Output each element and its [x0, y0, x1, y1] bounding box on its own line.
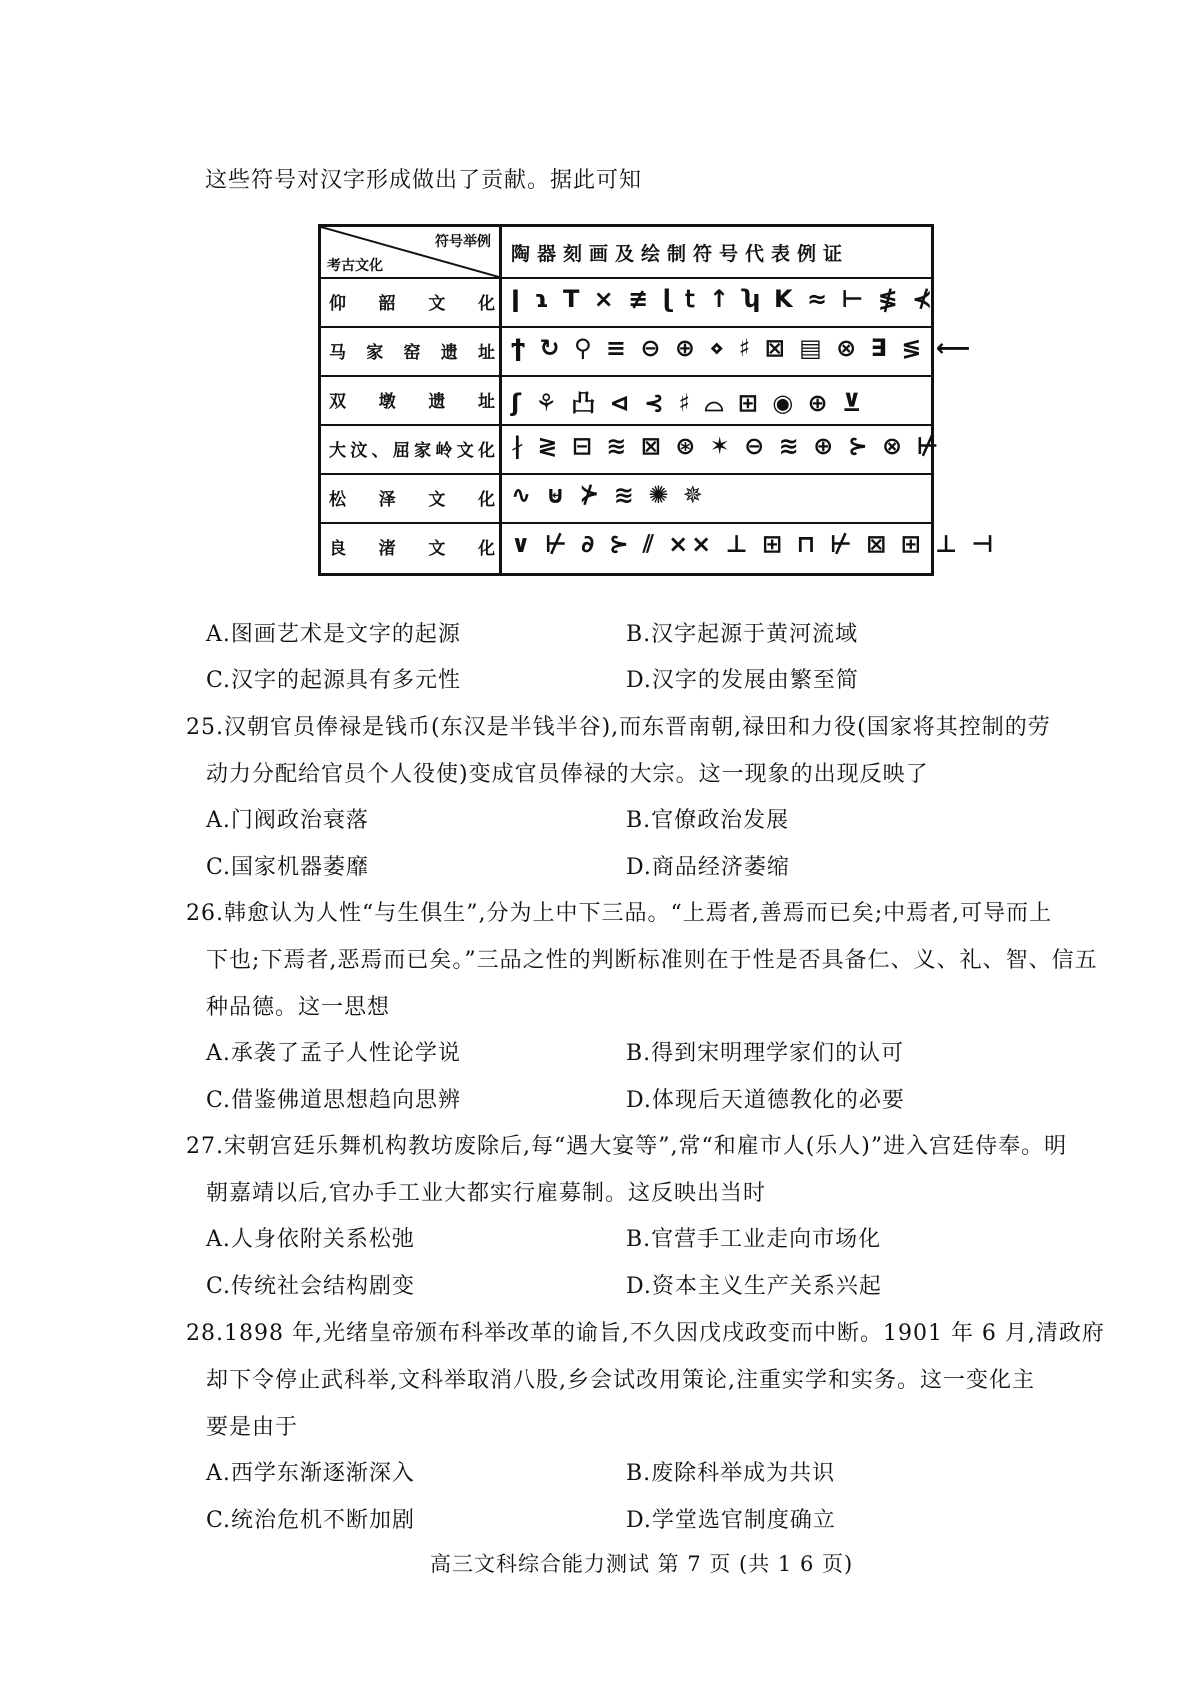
- option-d: D.体现后天道德教化的必要: [626, 1088, 905, 1113]
- symbol-examples: ∿ ⊌ ⊁ ≋ ✺ ✵: [511, 481, 706, 509]
- table-row-divider: [321, 424, 931, 426]
- page-footer: 高三文科综合能力测试 第 7 页 (共 1 6 页): [430, 1552, 854, 1576]
- header-top-label: 符号举例: [435, 234, 491, 250]
- question-28-stem-cont: 却下令停止武科举,文科举取消八股,乡会试改用策论,注重实学和实务。这一变化主: [206, 1368, 1035, 1393]
- table-row-divider: [321, 473, 931, 475]
- question-27-stem-cont: 朝嘉靖以后,官办手工业大都实行雇募制。这反映出当时: [206, 1181, 766, 1206]
- option-d: D.学堂选官制度确立: [626, 1508, 836, 1533]
- question-26-stem-cont: 种品德。这一思想: [206, 995, 391, 1020]
- header-bottom-label: 考古文化: [327, 258, 383, 274]
- option-b: B.官营手工业走向市场化: [626, 1227, 882, 1252]
- option-c: C.汉字的起源具有多元性: [206, 668, 462, 693]
- question-27-stem: 27.宋朝宫廷乐舞机构教坊废除后,每“遇大宴等”,常“和雇市人(乐人)”进入宫廷侍奉。明: [186, 1134, 1068, 1159]
- culture-label: 松 泽 文 化: [329, 490, 495, 510]
- option-a: A.图画艺术是文字的起源: [206, 622, 461, 647]
- option-d: D.资本主义生产关系兴起: [626, 1274, 882, 1299]
- option-b: B.得到宋明理学家们的认可: [626, 1041, 905, 1066]
- symbol-table: [318, 224, 997, 576]
- option-b: B.废除科举成为共识: [626, 1461, 836, 1486]
- question-25-stem-cont: 动力分配给官员个人役使)变成官员俸禄的大宗。这一现象的出现反映了: [206, 762, 929, 787]
- option-a: A.门阀政治衰落: [206, 808, 369, 833]
- culture-label: 马 家 窑 遗 址: [329, 343, 495, 363]
- option-b: B.官僚政治发展: [626, 808, 790, 833]
- option-a: A.人身依附关系松弛: [206, 1227, 415, 1252]
- symbol-examples: ʃ ⚘ 凸 ⊲ ⊰ ♯ ⌓ ⊞ ◉ ⊕ ⊻: [511, 389, 865, 417]
- table-row-divider: [321, 277, 931, 279]
- option-b: B.汉字起源于黄河流域: [626, 622, 859, 647]
- question-28-stem-cont: 要是由于: [206, 1415, 299, 1440]
- culture-label: 仰 韶 文 化: [329, 294, 495, 314]
- symbol-examples: ǀ ɿ T × ≢ ɭ 𝗍 ↑ ʮ K ≈ ⊢ ≸ ⊀: [511, 285, 936, 313]
- header-right-label: 陶器刻画及绘制符号代表例证: [511, 243, 850, 265]
- table-row-divider: [321, 522, 931, 524]
- table-row-divider: [321, 375, 931, 377]
- option-c: C.传统社会结构剧变: [206, 1274, 416, 1299]
- question-28-stem: 28.1898 年,光绪皇帝颁布科举改革的谕旨,不久因戊戌政变而中断。1901 年 6 月,清政府: [186, 1321, 1105, 1346]
- option-a: A.承袭了孟子人性论学说: [206, 1041, 461, 1066]
- option-c: C.借鉴佛道思想趋向思辨: [206, 1088, 462, 1113]
- option-d: D.汉字的发展由繁至简: [626, 668, 859, 693]
- option-c: C.国家机器萎靡: [206, 855, 370, 880]
- symbol-examples: ∤ ≷ ⊟ ≋ ⊠ ⊛ ✶ ⊖ ≋ ⊕ ⊱ ⊗ ⊬: [511, 432, 942, 460]
- symbol-examples: ∨ ⊬ ∂ ⊱ ⫽ ×× ⊥ ⊞ ⊓ ⊬ ⊠ ⊞ ⊥ ⊣: [511, 530, 997, 558]
- table-header-corner: [321, 227, 499, 277]
- question-25-stem: 25.汉朝官员俸禄是钱币(东汉是半钱半谷),而东晋南朝,禄田和力役(国家将其控制的劳: [186, 715, 1051, 740]
- culture-label: 大 汶 、 屈 家 岭 文 化: [329, 441, 495, 461]
- culture-label: 良 渚 文 化: [329, 539, 495, 559]
- culture-label: 双 墩 遗 址: [329, 392, 495, 412]
- intro-text: 这些符号对汉字形成做出了贡献。据此可知: [205, 168, 643, 193]
- question-26-stem: 26.韩愈认为人性“与生俱生”,分为上中下三品。“上焉者,善焉而已矣;中焉者,可导而上: [186, 901, 1053, 926]
- option-d: D.商品经济萎缩: [626, 855, 790, 880]
- option-c: C.统治危机不断加剧: [206, 1508, 416, 1533]
- table-row-divider: [321, 326, 931, 328]
- symbol-examples: ϯ ↻ ⚲ ≡ ⊖ ⊕ ⋄ ♯ ⊠ ▤ ⊗ ∃ ≶ ⟵: [511, 334, 974, 362]
- question-26-stem-cont: 下也;下焉者,恶焉而已矣。”三品之性的判断标准则在于性是否具备仁、义、礼、智、信五: [206, 948, 1098, 973]
- option-a: A.西学东渐逐渐深入: [206, 1461, 415, 1486]
